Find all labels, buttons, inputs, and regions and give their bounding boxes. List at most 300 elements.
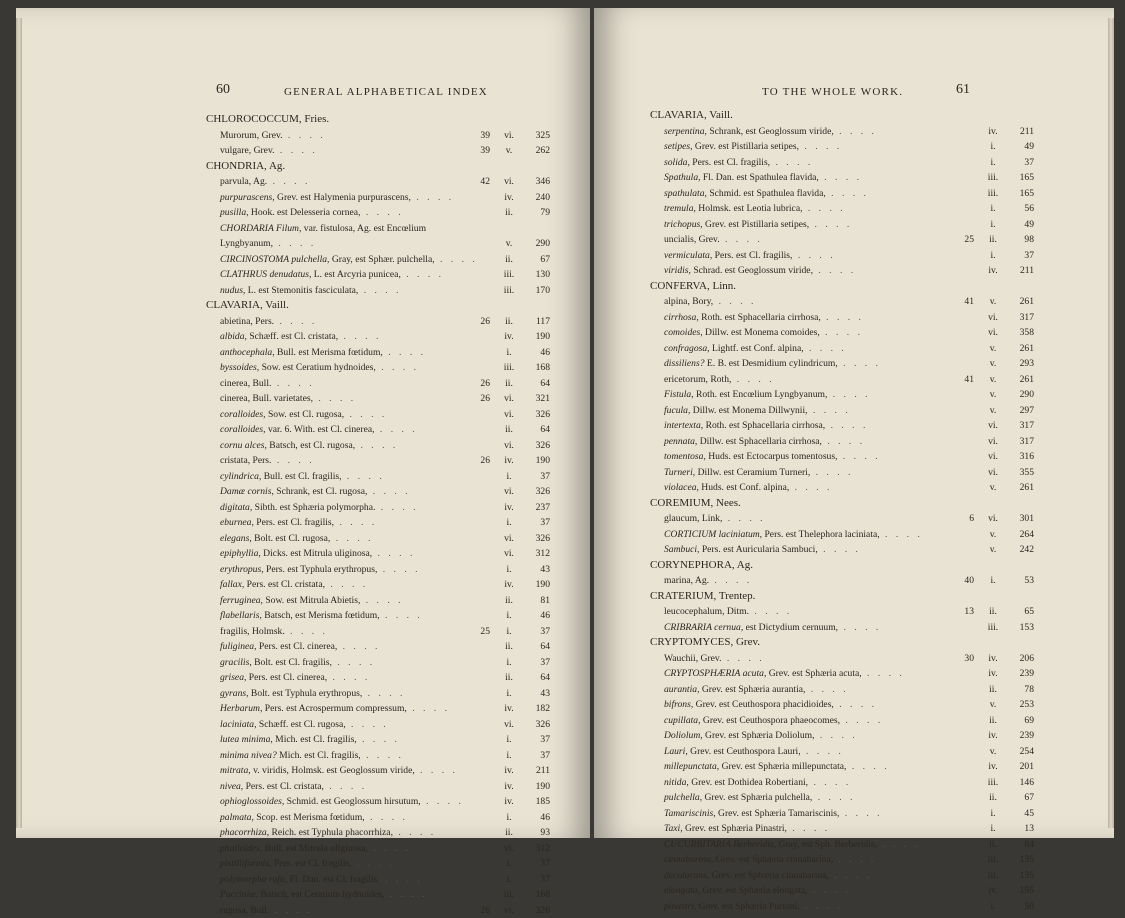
- leader-dots: . . . .: [361, 750, 404, 761]
- entry-text: Damæ cornis, Schrank, est Cl. rugosa,: [220, 486, 367, 497]
- entry-text: polymorpha rufa, Fl. Dan. est Cl. fragilis,: [220, 874, 380, 885]
- entry-volume: iv.: [496, 701, 522, 717]
- entry-volume: i.: [496, 562, 522, 578]
- entry-text: millepunctata, Grev. est Sphæria millepunctata,: [664, 761, 846, 772]
- leader-dots: . . . .: [415, 765, 458, 776]
- entry-text: solida, Pers. est Cl. fragilis,: [664, 157, 770, 168]
- entry-page: 146: [1008, 775, 1034, 791]
- leader-dots: . . . .: [377, 564, 420, 575]
- entry-text: epiphyllia, Dicks. est Mitrula uliginosa,: [220, 548, 372, 559]
- entry-page: 301: [1008, 511, 1034, 527]
- running-head-right: TO THE WHOLE WORK.: [762, 86, 903, 98]
- leader-dots: . . . .: [731, 374, 774, 385]
- entry-volume: ii.: [980, 713, 1006, 729]
- entry-text: Pucciniæ, Batsch, est Ceratium hydnoides,: [220, 889, 384, 900]
- entry-italic: polymorpha rufa: [220, 874, 285, 885]
- entry-page: 182: [524, 701, 550, 717]
- index-entry: [650, 465, 1026, 481]
- entry-volume: v.: [496, 236, 522, 252]
- entry-volume: iv.: [980, 666, 1006, 682]
- entry-volume: v.: [980, 372, 1006, 388]
- index-entry: [206, 701, 542, 717]
- entry-volume: iv.: [980, 883, 1006, 899]
- leader-dots: . . . .: [808, 405, 851, 416]
- entry-volume: iv.: [496, 779, 522, 795]
- entry-volume: vi.: [496, 546, 522, 562]
- entry-volume: v.: [980, 294, 1006, 310]
- entry-text: uncialis, Grev.: [664, 234, 720, 245]
- entry-text: CUCURBITARIA Berberidis, Gray, est Sph. Berberidis,: [664, 839, 877, 850]
- entry-text: parvula, Ag.: [220, 176, 267, 187]
- entry-volume: i.: [980, 248, 1006, 264]
- entry-page: 326: [524, 438, 550, 454]
- entry-italic: aurantia: [664, 684, 697, 695]
- index-entry: [206, 205, 542, 221]
- entry-text: ophioglossoides, Schmid. est Geoglossum hirsutum,: [220, 796, 421, 807]
- entry-italic: epiphyllia: [220, 548, 258, 559]
- entry-volume: i.: [496, 732, 522, 748]
- entry-text: rugosa, Bull.: [220, 905, 269, 916]
- leader-dots: . . . .: [384, 889, 427, 900]
- entry-text: CLAVARIA, Vaill.: [206, 299, 289, 311]
- entry-text: CHORDARIA Filum, var. fistulosa, Ag. est Encœlium: [220, 223, 426, 234]
- index-entry: [650, 573, 1026, 589]
- entry-page: 78: [1008, 682, 1034, 698]
- entry-italic: violacea: [664, 482, 697, 493]
- entry-text: nitida, Grev. est Dothidea Robertiani,: [664, 777, 808, 788]
- entry-text: cristata, Pers.: [220, 455, 271, 466]
- leader-dots: . . . .: [346, 719, 389, 730]
- index-entry: [650, 527, 1026, 543]
- entry-page: 261: [1008, 480, 1034, 496]
- entry-text: cinerea, Bull.: [220, 378, 271, 389]
- leader-dots: . . . .: [826, 188, 869, 199]
- entry-text: Fistula, Roth. est Encœlium Lyngbyanum,: [664, 389, 827, 400]
- entry-page: 37: [524, 515, 550, 531]
- entry-italic: confragosa: [664, 343, 707, 354]
- index-entry: [650, 186, 1026, 202]
- entry-page: 13: [1008, 821, 1034, 837]
- entry-text: cirrhosa, Roth. est Sphacellaria cirrhosa,: [664, 312, 821, 323]
- entry-plate: 41: [948, 294, 974, 310]
- entry-page: 239: [1008, 728, 1034, 744]
- leader-dots: . . . .: [827, 389, 870, 400]
- entry-page: 135: [1008, 852, 1034, 868]
- entry-text: comoides, Dillw. est Monema comoides,: [664, 327, 820, 338]
- entry-page: 293: [1008, 356, 1034, 372]
- entry-italic: CORTICIUM laciniatum: [664, 529, 760, 540]
- entry-volume: vi.: [980, 465, 1006, 481]
- entry-page: 326: [524, 484, 550, 500]
- leader-dots: . . . .: [332, 657, 375, 668]
- entry-italic: elongata: [664, 885, 698, 896]
- entry-volume: iii.: [980, 186, 1006, 202]
- entry-text: nivea, Pers. est Cl. cristata,: [220, 781, 324, 792]
- leader-dots: . . . .: [810, 467, 853, 478]
- entry-page: 185: [524, 794, 550, 810]
- index-entry: [650, 294, 1026, 310]
- entry-volume: vi.: [496, 484, 522, 500]
- entry-plate: 25: [464, 624, 490, 640]
- entry-volume: vi.: [496, 841, 522, 857]
- entry-volume: i.: [496, 608, 522, 624]
- entry-text: gyrans, Bolt. est Typhula erythropus,: [220, 688, 362, 699]
- entry-text: aurantia, Grev. est Sphæria aurantia,: [664, 684, 805, 695]
- entry-text: gracilis, Bolt. est Cl. fragilis,: [220, 657, 332, 668]
- leader-dots: . . . .: [357, 734, 400, 745]
- entry-page: 37: [1008, 155, 1034, 171]
- entry-volume: vi.: [980, 511, 1006, 527]
- entry-volume: i.: [980, 217, 1006, 233]
- index-entry: [650, 790, 1026, 806]
- entry-volume: i.: [496, 872, 522, 888]
- entry-text: fucula, Dillw. est Monema Dillwynii,: [664, 405, 808, 416]
- leader-dots: . . . .: [821, 312, 864, 323]
- entry-page: 153: [1008, 620, 1034, 636]
- entry-text: phalloides, Bull. est Mitrula uliginosa,: [220, 843, 368, 854]
- index-entry: [206, 639, 542, 655]
- entry-volume: iii.: [980, 868, 1006, 884]
- entry-text: Spathula, Fl. Dan. est Spathulea flavida,: [664, 172, 819, 183]
- entry-plate: 30: [948, 651, 974, 667]
- index-entry: [206, 283, 542, 299]
- leader-dots: . . . .: [393, 827, 436, 838]
- entry-text: Sambuci, Pers. est Auricularia Sambuci,: [664, 544, 818, 555]
- leader-dots: . . . .: [368, 843, 411, 854]
- entry-text: setipes, Grev. est Pistillaria setipes,: [664, 141, 799, 152]
- leader-dots: . . . .: [273, 238, 316, 249]
- entry-page: 37: [1008, 248, 1034, 264]
- entry-italic: palmata: [220, 812, 251, 823]
- entry-text: confragosa, Lightf. est Conf. alpina,: [664, 343, 804, 354]
- index-heading: [650, 558, 1026, 574]
- entry-text: ferruginea, Sow. est Mitrula Abietis,: [220, 595, 360, 606]
- leader-dots: . . . .: [407, 703, 450, 714]
- index-entry: [206, 748, 542, 764]
- entry-page: 190: [524, 779, 550, 795]
- entry-text: coralloides, Sow. est Cl. rugosa,: [220, 409, 344, 420]
- leader-dots: . . . .: [375, 502, 418, 513]
- index-entry: [206, 608, 542, 624]
- index-entry: [650, 604, 1026, 620]
- index-entry: [206, 174, 542, 190]
- entry-volume: v.: [980, 542, 1006, 558]
- leader-dots: . . . .: [789, 482, 832, 493]
- entry-volume: v.: [980, 744, 1006, 760]
- entry-volume: i.: [496, 515, 522, 531]
- leader-dots: . . . .: [840, 715, 883, 726]
- entry-volume: iv.: [980, 124, 1006, 140]
- index-entry: [206, 624, 542, 640]
- leader-dots: . . . .: [411, 192, 454, 203]
- entry-volume: vi.: [496, 531, 522, 547]
- entry-italic: CIRCINOSTOMA pulchella: [220, 254, 327, 265]
- entry-text: palmata, Scop. est Merisma fœtidum,: [220, 812, 365, 823]
- entry-plate: 26: [464, 376, 490, 392]
- index-entry: [206, 887, 542, 903]
- entry-volume: vi.: [496, 438, 522, 454]
- entry-volume: i.: [980, 899, 1006, 915]
- index-entry: [206, 360, 542, 376]
- entry-text: CRYPTOSPHÆRIA acuta, Grev. est Sphæria acuta,: [664, 668, 862, 679]
- entry-volume: iii.: [980, 170, 1006, 186]
- entry-page: 290: [1008, 387, 1034, 403]
- entry-page: 49: [1008, 139, 1034, 155]
- index-entry: [650, 170, 1026, 186]
- index-entry: [650, 899, 1026, 915]
- index-heading: [650, 635, 1026, 651]
- entry-page: 170: [524, 283, 550, 299]
- entry-page: 64: [524, 670, 550, 686]
- index-entry: [650, 651, 1026, 667]
- entry-italic: Pucciniæ: [220, 889, 256, 900]
- entry-page: 69: [1008, 713, 1034, 729]
- leader-dots: . . . .: [820, 327, 863, 338]
- leader-dots: . . . .: [360, 207, 403, 218]
- entry-italic: pulchella: [664, 792, 700, 803]
- entry-italic: phacorrhiza: [220, 827, 267, 838]
- entry-text: CLAVARIA, Vaill.: [650, 109, 733, 121]
- entry-text: tremula, Holmsk. est Leotia lubrica,: [664, 203, 802, 214]
- entry-text: CRATERIUM, Trentep.: [650, 590, 755, 602]
- entry-italic: phalloides: [220, 843, 260, 854]
- index-entry: [206, 515, 542, 531]
- entry-volume: iv.: [496, 329, 522, 345]
- leader-dots: . . . .: [800, 901, 843, 912]
- leader-dots: . . . .: [801, 746, 844, 757]
- index-entry: [650, 248, 1026, 264]
- entry-volume: v.: [980, 527, 1006, 543]
- index-entry: [206, 655, 542, 671]
- entry-volume: iv.: [980, 651, 1006, 667]
- entry-page: 45: [1008, 806, 1034, 822]
- entry-text: viridis, Schrad. est Geoglossum viride,: [664, 265, 813, 276]
- entry-plate: 6: [948, 511, 974, 527]
- index-entry: [650, 852, 1026, 868]
- entry-page: 355: [1008, 465, 1034, 481]
- entry-page: 49: [1008, 217, 1034, 233]
- entry-page: 190: [524, 577, 550, 593]
- entry-text: Turneri, Dillw. est Ceramium Turneri,: [664, 467, 810, 478]
- entry-text: CHLOROCOCCUM, Fries.: [206, 113, 329, 125]
- entry-text: flabellaris, Batsch, est Merisma fœtidum,: [220, 610, 380, 621]
- entry-page: 262: [524, 143, 550, 159]
- entry-text: Herbarum, Pers. est Acrospermum compressum,: [220, 703, 407, 714]
- leader-dots: . . . .: [713, 296, 756, 307]
- entry-text: CHONDRIA, Ag.: [206, 160, 285, 172]
- entry-page: 317: [1008, 310, 1034, 326]
- page-edge-left: [16, 18, 22, 828]
- entry-text: purpurascens, Grev. est Halymenia purpurascens,: [220, 192, 411, 203]
- entry-volume: iv.: [496, 190, 522, 206]
- entry-volume: vi.: [980, 418, 1006, 434]
- entry-page: 165: [1008, 186, 1034, 202]
- entry-volume: ii.: [980, 604, 1006, 620]
- entry-page: 67: [524, 252, 550, 268]
- entry-volume: iii.: [496, 360, 522, 376]
- leader-dots: . . . .: [275, 145, 318, 156]
- index-heading: [206, 298, 542, 314]
- entry-page: 37: [524, 469, 550, 485]
- entry-page: 326: [524, 531, 550, 547]
- entry-page: 46: [524, 608, 550, 624]
- index-entry: [206, 670, 542, 686]
- entry-italic: comoides: [664, 327, 700, 338]
- entry-text: serpentina, Schrank, est Geoglossum viride,: [664, 126, 834, 137]
- entry-page: 37: [524, 856, 550, 872]
- leader-dots: . . . .: [805, 684, 848, 695]
- leader-dots: . . . .: [352, 858, 395, 869]
- entry-italic: nitida: [664, 777, 686, 788]
- entry-text: fragilis, Holmsk.: [220, 626, 285, 637]
- entry-page: 168: [524, 360, 550, 376]
- index-entry: [650, 325, 1026, 341]
- leader-dots: . . . .: [792, 250, 835, 261]
- index-entry: [650, 682, 1026, 698]
- entry-italic: bifrons: [664, 699, 691, 710]
- entry-page: 67: [1008, 790, 1034, 806]
- entry-italic: mitrata: [220, 765, 248, 776]
- index-entry: [206, 593, 542, 609]
- entry-volume: iii.: [980, 775, 1006, 791]
- entry-volume: i.: [496, 469, 522, 485]
- entry-text: fallax, Pers. est Cl. cristata,: [220, 579, 325, 590]
- index-entry: [206, 500, 542, 516]
- entry-plate: 26: [464, 453, 490, 469]
- leader-dots: . . . .: [812, 792, 855, 803]
- entry-page: 93: [524, 825, 550, 841]
- entry-volume: ii.: [496, 205, 522, 221]
- leader-dots: . . . .: [808, 777, 851, 788]
- entry-page: 206: [1008, 651, 1034, 667]
- leader-dots: . . . .: [834, 126, 877, 137]
- entry-italic: pistilliformis: [220, 858, 269, 869]
- entry-volume: iv.: [496, 500, 522, 516]
- entry-italic: cylindrica: [220, 471, 259, 482]
- entry-italic: CRIBRARIA cernua: [664, 622, 741, 633]
- leader-dots: . . . .: [838, 358, 881, 369]
- entry-text: vermiculata, Pers. est Cl. fragilis,: [664, 250, 792, 261]
- leader-dots: . . . .: [375, 424, 418, 435]
- entry-text: vulgare, Grev.: [220, 145, 275, 156]
- entry-volume: vi.: [496, 391, 522, 407]
- entry-italic: lutea minima: [220, 734, 270, 745]
- entry-page: 312: [524, 546, 550, 562]
- entry-italic: tomentosa: [664, 451, 703, 462]
- leader-dots: . . . .: [720, 234, 763, 245]
- index-entry: [206, 903, 542, 918]
- entry-page: 190: [524, 329, 550, 345]
- entry-italic: Herbarum: [220, 703, 260, 714]
- entry-volume: iv.: [496, 794, 522, 810]
- index-entry: [206, 779, 542, 795]
- leader-dots: . . . .: [334, 517, 377, 528]
- entry-volume: v.: [980, 697, 1006, 713]
- entry-volume: iv.: [980, 263, 1006, 279]
- index-entry: [206, 732, 542, 748]
- entry-page: 316: [1008, 449, 1034, 465]
- entry-italic: fallax: [220, 579, 242, 590]
- entry-text: elongata, Grev. est Sphæria elongata,: [664, 885, 808, 896]
- entry-italic: cornu alces: [220, 440, 265, 451]
- entry-page: 290: [524, 236, 550, 252]
- entry-page: 130: [524, 267, 550, 283]
- index-heading: [206, 112, 542, 128]
- index-entry: [650, 217, 1026, 233]
- index-heading: [650, 279, 1026, 295]
- leader-dots: . . . .: [269, 905, 312, 916]
- index-entry: [650, 806, 1026, 822]
- leader-dots: . . . .: [709, 575, 752, 586]
- entry-text: COREMIUM, Nees.: [650, 497, 741, 509]
- index-entry: [206, 841, 542, 857]
- entry-page: 317: [1008, 418, 1034, 434]
- entry-italic: vermiculata: [664, 250, 710, 261]
- leader-dots: . . . .: [829, 870, 872, 881]
- entry-text: coralloides, var. 6. With. est Cl. cinerea,: [220, 424, 375, 435]
- entry-page: 37: [524, 732, 550, 748]
- entry-text: pennata, Dillw. est Sphacellaria cirrhosa,: [664, 436, 822, 447]
- entry-italic: byssoides: [220, 362, 257, 373]
- leader-dots: . . . .: [721, 653, 764, 664]
- index-heading: [650, 108, 1026, 124]
- entry-volume: ii.: [496, 593, 522, 609]
- index-entry: [206, 469, 542, 485]
- entry-italic: pusilla: [220, 207, 246, 218]
- entry-text: abietina, Pers.: [220, 316, 274, 327]
- left-page: [16, 8, 590, 838]
- entry-volume: v.: [496, 143, 522, 159]
- entry-plate: 25: [948, 232, 974, 248]
- entry-italic: serpentina: [664, 126, 705, 137]
- entry-volume: ii.: [980, 790, 1006, 806]
- index-entry: [206, 717, 542, 733]
- entry-volume: i.: [980, 806, 1006, 822]
- page-number-left: 60: [216, 82, 230, 98]
- entry-italic: ferruginea: [220, 595, 261, 606]
- leader-dots: . . . .: [749, 606, 792, 617]
- entry-plate: 26: [464, 314, 490, 330]
- entry-text: dissiliens? E. B. est Desmidium cylindricum,: [664, 358, 838, 369]
- page-edge-right: [1108, 18, 1114, 828]
- entry-text: eburnea, Pers. est Cl. fragilis,: [220, 517, 334, 528]
- entry-italic: spathulata: [664, 188, 705, 199]
- entry-volume: ii.: [496, 825, 522, 841]
- entry-page: 165: [1008, 170, 1034, 186]
- entry-italic: cinnabarina: [664, 854, 711, 865]
- leader-dots: . . . .: [421, 796, 464, 807]
- index-entry: [206, 825, 542, 841]
- entry-volume: iv.: [496, 763, 522, 779]
- leader-dots: . . . .: [327, 672, 370, 683]
- index-column-right: [650, 108, 1026, 914]
- index-entry: [206, 577, 542, 593]
- entry-page: 326: [524, 903, 550, 918]
- leader-dots: . . . .: [818, 544, 861, 555]
- index-entry: [206, 128, 542, 144]
- leader-dots: . . . .: [271, 378, 314, 389]
- entry-italic: decolorans: [664, 870, 707, 881]
- entry-text: anthocephala, Bull. est Merisma fœtidum,: [220, 347, 383, 358]
- leader-dots: . . . .: [267, 176, 310, 187]
- index-entry: [206, 531, 542, 547]
- entry-italic: erythropus: [220, 564, 261, 575]
- entry-italic: flabellaris: [220, 610, 259, 621]
- entry-text: Taxi, Grev. est Sphæria Pinastri,: [664, 823, 787, 834]
- entry-italic: minima nivea?: [220, 750, 277, 761]
- entry-plate: 39: [464, 128, 490, 144]
- entry-volume: vi.: [496, 128, 522, 144]
